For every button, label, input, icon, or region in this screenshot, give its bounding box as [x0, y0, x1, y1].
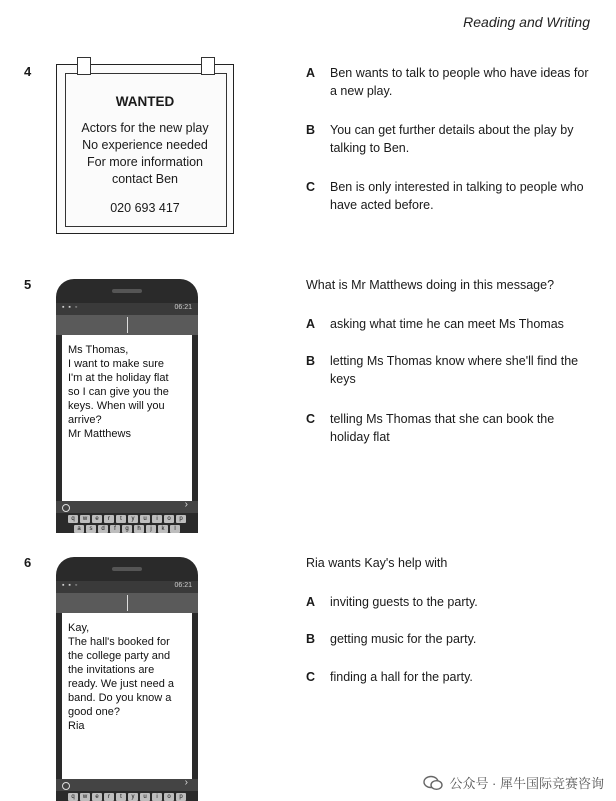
q5-option-a[interactable] [306, 315, 596, 333]
q4-option-c[interactable] [306, 178, 596, 214]
key: q [68, 793, 78, 801]
app-bar [56, 593, 198, 613]
option-text: Ben is only interested in talking to people who have acted before. [330, 180, 584, 212]
question-number-4: 4 [24, 64, 32, 79]
keyboard [56, 513, 198, 533]
key: i [152, 515, 162, 523]
status-bar [56, 581, 198, 593]
option-letter: B [306, 632, 316, 646]
q6-option-a[interactable] [306, 593, 596, 611]
key: l [170, 525, 180, 533]
key: y [128, 793, 138, 801]
key: e [92, 793, 102, 801]
key: d [98, 525, 108, 533]
option-letter: C [306, 670, 316, 684]
q4-option-a[interactable] [306, 64, 596, 100]
app-bar [56, 315, 198, 335]
wanted-notice [56, 64, 234, 234]
key: f [110, 525, 120, 533]
wechat-icon [423, 775, 443, 791]
option-text: inviting guests to the party. [330, 595, 478, 609]
message-input-bar [56, 501, 198, 513]
option-letter: A [306, 317, 316, 331]
option-text: finding a hall for the party. [330, 670, 473, 684]
status-time: 06:21 [174, 582, 192, 589]
notice-body [65, 93, 225, 217]
key: o [164, 515, 174, 523]
message-line: I want to make sure [68, 358, 164, 370]
q5-prompt: What is Mr Matthews doing in this message? [306, 278, 555, 292]
option-letter: B [306, 123, 316, 137]
message-line: Mr Matthews [68, 428, 131, 440]
q6-prompt: Ria wants Kay's help with [306, 556, 448, 570]
speaker-icon [112, 289, 142, 293]
message-line: arrive? [68, 414, 102, 426]
key: a [74, 525, 84, 533]
question-number-6: 6 [24, 555, 32, 570]
key: g [122, 525, 132, 533]
status-icons: ▪ ▪ ◦ [62, 582, 79, 589]
tape-left [77, 57, 91, 75]
option-letter: A [306, 66, 316, 80]
message-line: Kay, [68, 622, 90, 634]
notice-line: For more information [86, 155, 203, 169]
status-time: 06:21 [174, 304, 192, 311]
message-screen [62, 613, 192, 779]
key: j [146, 525, 156, 533]
message-screen [62, 335, 192, 501]
keyboard [56, 791, 198, 801]
q5-option-c[interactable] [306, 410, 596, 446]
watermark [423, 773, 604, 792]
watermark-text: 公众号 · 犀牛国际竞赛咨询 [449, 776, 604, 791]
key: e [92, 515, 102, 523]
message-line: keys. When will you [68, 400, 165, 412]
tape-right [201, 57, 215, 75]
speaker-icon [112, 567, 142, 571]
phone-q5 [56, 279, 198, 532]
message-line: ready. We just need a [68, 678, 174, 690]
message-line: band. Do you know a [68, 692, 172, 704]
q5-option-b[interactable] [306, 352, 596, 388]
key: y [128, 515, 138, 523]
key: u [140, 515, 150, 523]
message-line: good one? [68, 706, 120, 718]
key: w [80, 793, 90, 801]
option-text: telling Ms Thomas that she can book the holiday flat [330, 412, 555, 444]
key: u [140, 793, 150, 801]
key: p [176, 515, 186, 523]
key: r [104, 515, 114, 523]
message-input-bar [56, 779, 198, 791]
key: i [152, 793, 162, 801]
key: t [116, 515, 126, 523]
message-line: the college party and [68, 650, 171, 662]
key: s [86, 525, 96, 533]
key: w [80, 515, 90, 523]
key: q [68, 515, 78, 523]
q6-option-b[interactable] [306, 630, 596, 648]
notice-line: No experience needed [82, 138, 208, 152]
question-number-5: 5 [24, 277, 32, 292]
notice-title: WANTED [115, 94, 175, 109]
key: p [176, 793, 186, 801]
key: o [164, 793, 174, 801]
key: h [134, 525, 144, 533]
option-text: You can get further details about the play by talking to Ben. [330, 123, 574, 155]
key: r [104, 793, 114, 801]
key: k [158, 525, 168, 533]
message-line: Ms Thomas, [68, 344, 129, 356]
option-letter: A [306, 595, 316, 609]
message-line: so I can give you the [68, 386, 169, 398]
status-icons: ▪ ▪ ◦ [62, 304, 79, 311]
option-letter: C [306, 180, 316, 194]
notice-phone: 020 693 417 [110, 201, 180, 215]
message-line: Ria [68, 720, 85, 732]
option-text: Ben wants to talk to people who have ideas for a new play. [330, 66, 589, 98]
status-bar [56, 303, 198, 315]
q4-option-b[interactable] [306, 121, 596, 157]
section-header: Reading and Writing [463, 14, 590, 30]
q6-option-c[interactable] [306, 668, 596, 686]
message-line: the invitations are [68, 664, 155, 676]
key: t [116, 793, 126, 801]
message-line: The hall's booked for [68, 636, 170, 648]
option-letter: B [306, 354, 316, 368]
notice-line: Actors for the new play [81, 121, 209, 135]
phone-q6 [56, 557, 198, 800]
notice-line: contact Ben [111, 172, 178, 186]
option-text: getting music for the party. [330, 632, 477, 646]
option-letter: C [306, 412, 316, 426]
option-text: letting Ms Thomas know where she'll find the keys [330, 354, 579, 386]
message-line: I'm at the holiday flat [68, 372, 169, 384]
option-text: asking what time he can meet Ms Thomas [330, 317, 564, 331]
